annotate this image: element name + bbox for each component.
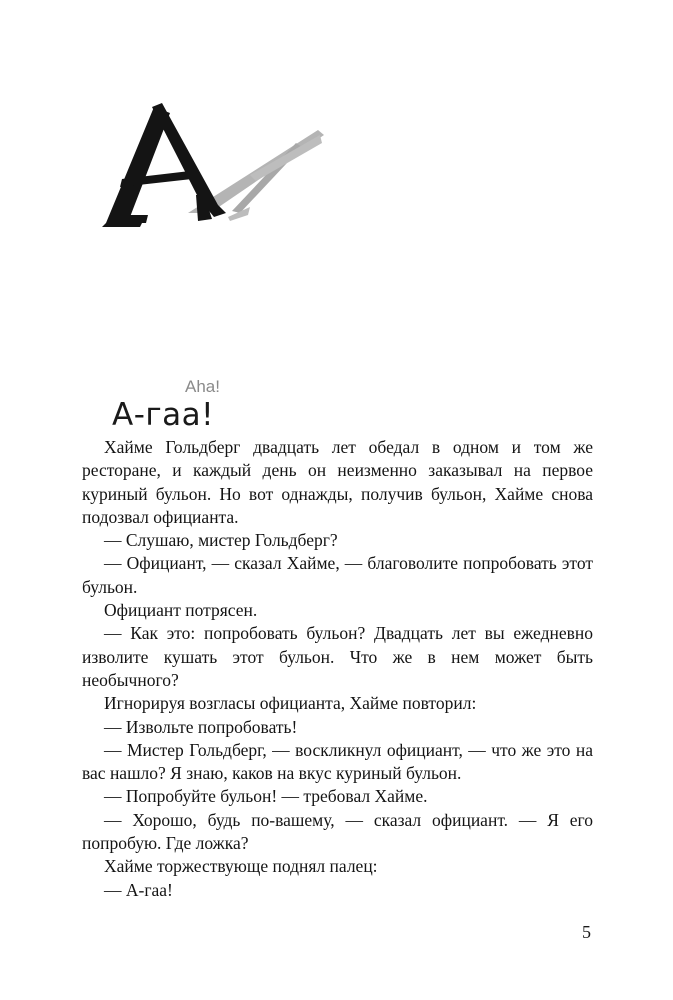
paragraph: — Извольте попробовать! [104,716,298,737]
paragraph: — Попробуйте бульон! — требовал Хайме. [104,786,428,807]
paragraph: — Хорошо, будь по-вашему, — сказал официант. — Я его попробую. Где ложка? [82,809,593,854]
paragraph: — Как это: попробовать бульон? Двадцать лет вы ежедневно изволите кушать этот бульон. Что же в нем может быть необычного? [82,623,593,690]
paragraph: — Слушаю, мистер Гольдберг? [104,530,338,551]
paragraph: — Мистер Гольдберг, — воскликнул официант, — что же это на вас нашло? Я знаю, каков на вкус куриный бульон. [82,739,593,784]
story-text [82,436,593,902]
paragraph: — Официант, — сказал Хайме, — благоволите попробовать этот бульон. [82,553,593,597]
page-number: 5 [582,922,591,942]
heading-subtitle: Aha! [185,377,220,396]
paragraph: Хайме торжествующе поднял палец: [104,856,378,877]
paragraph: Официант потрясен. [104,600,258,621]
paragraph: Игнорируя возгласы официанта, Хайме повторил: [104,693,477,714]
heading-title: А-гаа! [112,397,215,433]
paragraph: — А-гаа! [104,879,173,900]
chapter-initial-letter [100,95,330,235]
letter-a-brush [102,103,226,227]
paragraph: Хайме Гольдберг двадцать лет обедал в одном и том же ресторане, и каждый день он неизменно заказывал на первое куриный бульон. Но вот однажды, получив бульон, Хайме снова подозвал официанта. [82,437,593,527]
